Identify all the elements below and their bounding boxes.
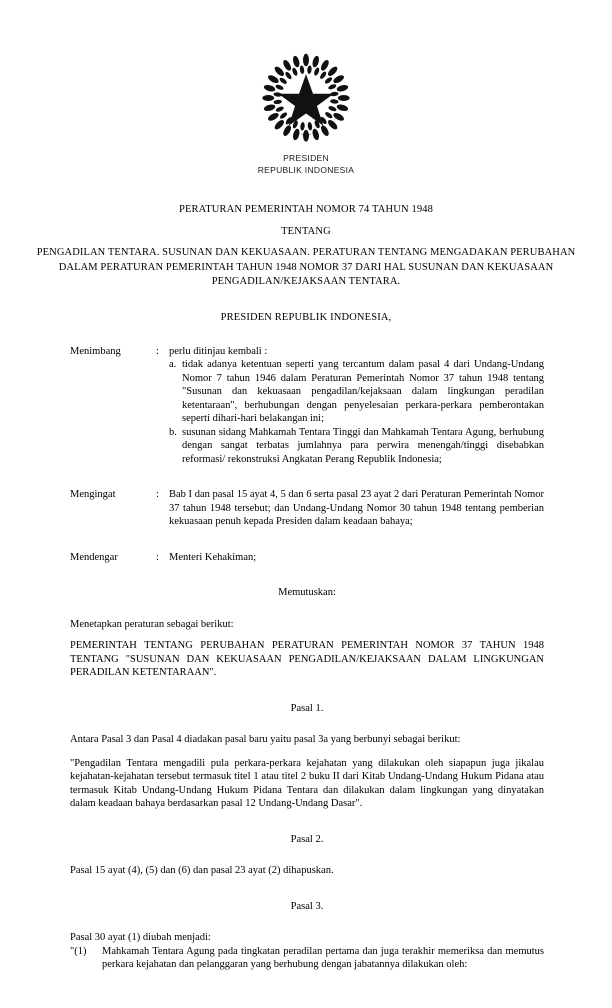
pasal-1-body: "Pengadilan Tentara mengadili pula perkara-perkara kejahatan yang dilakukan oleh siapapun juga jikalau kejahatan-kejahatan tersebut termasuk titel 1 atau titel 2 buku II dari Kitab Undang-Undang Hukum Pidana atau termasuk Kitab Undang-Undang Hukum Pidana Tentara dan dilakukan dalam lingkungan yang dinyatakan dalam keadaan bahaya berdasarkan pasal 12 Undang-Undang Dasar". — [70, 757, 544, 809]
pasal-1-intro: Antara Pasal 3 dan Pasal 4 diadakan pasal baru yaitu pasal 3a yang berbunyi sebagai berikut: — [70, 734, 461, 745]
label-mendengar: Mendengar — [70, 551, 118, 563]
letterhead — [0, 0, 612, 176]
title-tentang: TENTANG — [281, 226, 331, 237]
pasal-3-clause-1 — [70, 945, 544, 972]
heading-memutuskan: Memutuskan: — [278, 587, 336, 598]
menetapkan-intro: Menetapkan peraturan sebagai berikut: — [70, 618, 234, 630]
menimbang-marker-a: a. — [169, 359, 177, 370]
pasal-2-body: Pasal 15 ayat (4), (5) dan (6) dan pasal 23 ayat (2) dihapuskan. — [70, 865, 334, 876]
menimbang-lead: perlu ditinjau kembali : — [169, 345, 268, 357]
label-menimbang: Menimbang — [70, 345, 121, 357]
pasal-3-clause-text: Mahkamah Tentara Agung pada tingkatan peradilan pertama dan juga terakhir memeriksa dan memutus perkara kejahatan dan pelanggaran yang berhubung dengan jabatannya dilakukan oleh: — [102, 945, 544, 970]
pasal-3-clause-marker: "(1) — [70, 945, 87, 957]
pasal-3-intro: Pasal 30 ayat (1) diubah menjadi: — [70, 932, 211, 943]
label-mengingat: Mengingat — [70, 489, 116, 500]
colon-menimbang: : — [156, 345, 159, 357]
title-subject: PENGADILAN TENTARA. SUSUNAN DAN KEKUASAAN. PERATURAN TENTANG MENGADAKAN PERUBAHAN DALAM PERATURAN PEMERINTAH TAHUN 1948 NOMOR 37 DARI HAL SUSUNAN DAN KEKUASAAN PENGADILAN/KEJAKSAAN TENTARA. — [36, 247, 576, 287]
menimbang-text-a: tidak adanya ketentuan seperti yang tercantum dalam pasal 4 dari Undang-Undang Nomor 7 tahun 1946 dalam Peraturan Pemerintah Nomor 37 tahun 1948 tentang "Susunan dan kekuasaan pengadilan/kejaksaan dalam lingkungan peradilan ketentaraan", berhubungan dengan penyelesaian perkara-perkara pemberontakan seperti dihari-hari belakangan ini; — [182, 359, 544, 424]
issuing-authority: PRESIDEN REPUBLIK INDONESIA, — [220, 311, 392, 323]
colon-mendengar: : — [156, 551, 159, 563]
document-body — [0, 345, 612, 972]
menimbang-item-a — [169, 358, 544, 426]
menimbang-item-b — [169, 426, 544, 467]
heading-pasal-1: Pasal 1. — [290, 702, 324, 714]
colon-mengingat: : — [156, 489, 159, 500]
heading-pasal-2: Pasal 2. — [290, 833, 324, 845]
section-menimbang — [70, 345, 544, 467]
menimbang-marker-b: b. — [169, 426, 177, 438]
section-mengingat — [70, 488, 544, 529]
document-title-block — [0, 202, 612, 323]
section-mendengar — [70, 551, 544, 565]
heading-pasal-3: Pasal 3. — [290, 900, 324, 912]
emblem-caption-presiden: PRESIDEN — [283, 153, 329, 163]
mendengar-text: Menteri Kehakiman; — [169, 551, 257, 563]
menimbang-text-b: susunan sidang Mahkamah Tentara Tinggi dan Mahkamah Tentara Agung, berhubung dengan sangat terbatas jumlahnya para perwira menengah/tinggi disebabkan reformasi/ rekonstruksi Angkatan Perang Republik Indonesia; — [182, 426, 544, 465]
indonesia-star-wreath-emblem — [260, 52, 352, 144]
mengingat-text: Bab I dan pasal 15 ayat 4, 5 dan 6 serta pasal 23 ayat 2 dari Peraturan Pemerintah Nomor 37 tahun 1948 tersebut; dan Undang-Undang Nomor 30 tahun 1948 tentang pemberian kekuasaan penuh kepada Presiden dalam keadaan bahaya; — [169, 489, 544, 527]
page-title: PERATURAN PEMERINTAH NOMOR 74 TAHUN 1948 — [178, 204, 434, 215]
emblem-caption-republik: REPUBLIK INDONESIA — [257, 164, 355, 175]
menetapkan-body: PEMERINTAH TENTANG PERUBAHAN PERATURAN PEMERINTAH NOMOR 37 TAHUN 1948 TENTANG "SUSUNAN DAN KEKUASAAN PENGADILAN/KEJAKSAAN DALAM LINGKUNGAN PERADILAN KETENTARAAN". — [70, 640, 544, 678]
